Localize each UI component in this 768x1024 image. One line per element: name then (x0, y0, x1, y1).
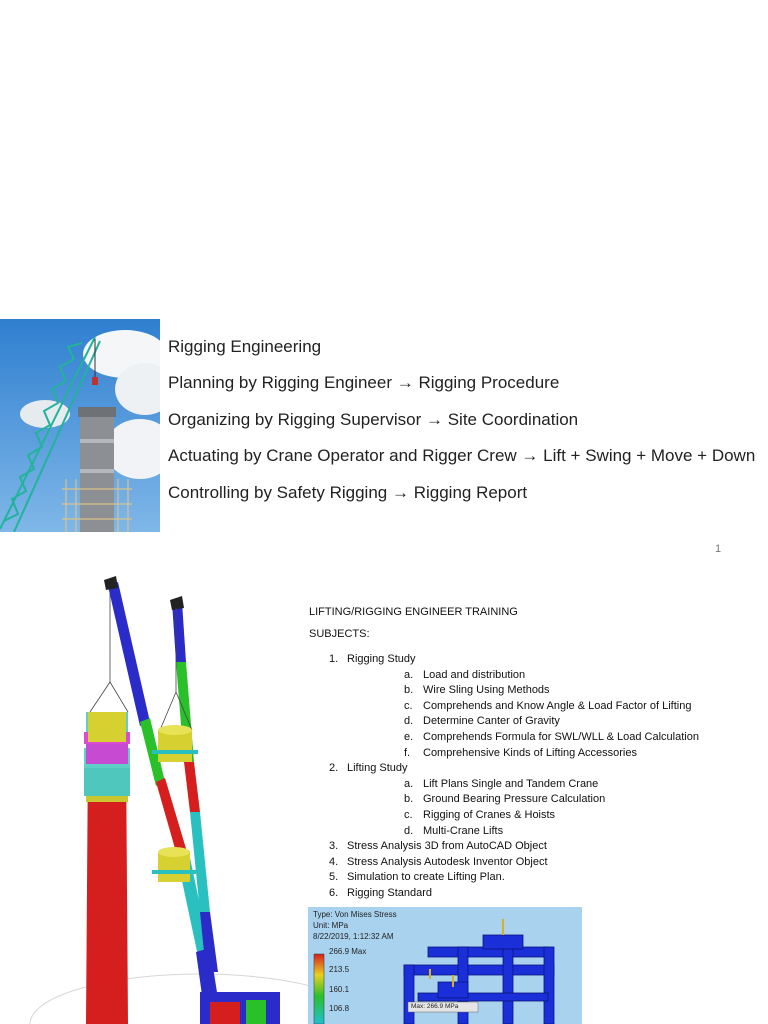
item-text: Stress Analysis Autodesk Inventor Object (347, 855, 548, 868)
sub-item (347, 668, 749, 684)
arrow-right-icon: → (391, 483, 409, 502)
stress-date: 8/22/2019, 1:12:32 AM (313, 932, 394, 941)
controlling-text: Controlling by Safety Rigging (168, 483, 388, 502)
item-text: Lifting Study (347, 762, 408, 775)
sub-list (347, 777, 749, 839)
sub-item (347, 792, 749, 808)
item-number: 6. (329, 886, 339, 899)
list-item (309, 870, 749, 886)
sub-letter: c. (404, 808, 413, 821)
training-outline (309, 606, 749, 902)
sub-text: Determine Canter of Gravity (423, 715, 560, 728)
sub-letter: c. (404, 699, 413, 712)
item-number: 2. (329, 762, 339, 775)
sub-letter: d. (404, 824, 414, 837)
legend-value: 106.8 (329, 1004, 350, 1013)
sub-text: Wire Sling Using Methods (423, 684, 550, 697)
sub-text: Lift Plans Single and Tandem Crane (423, 777, 599, 790)
actuating-text: Actuating by Crane Operator and Rigger Crew (168, 446, 517, 465)
sub-item (347, 746, 749, 762)
organizing-result: Site Coordination (447, 410, 579, 429)
sub-letter: b. (404, 793, 414, 806)
controlling-result: Rigging Report (413, 483, 528, 502)
list-item (309, 652, 749, 761)
legend-value: 160.1 (329, 985, 350, 994)
title-text: Rigging Engineering (168, 337, 322, 356)
planning-result: Rigging Procedure (418, 373, 560, 392)
actuating-result: Lift + Swing + Move + Down (543, 446, 756, 465)
sub-list (347, 668, 749, 762)
sub-text: Comprehensive Kinds of Lifting Accessories (423, 746, 637, 759)
item-number: 3. (329, 840, 339, 853)
sub-letter: b. (404, 684, 414, 697)
list-item (309, 886, 749, 902)
item-number: 4. (329, 855, 339, 868)
sub-letter: f. (404, 746, 411, 759)
planning-text: Planning by Rigging Engineer (168, 373, 392, 392)
sub-item (347, 699, 749, 715)
sub-letter: d. (404, 715, 414, 728)
max-stress-tag: Max: 266.9 MPa (411, 1003, 459, 1010)
item-number: 1. (329, 653, 339, 665)
item-text: Stress Analysis 3D from AutoCAD Object (347, 840, 547, 853)
sub-item (347, 730, 749, 746)
crane-lift-photo (0, 319, 160, 532)
sub-text: Load and distribution (423, 668, 526, 681)
sub-text: Comprehends and Know Angle & Load Factor of Lifting (423, 699, 692, 712)
sub-item (347, 714, 749, 730)
slide-title (168, 337, 321, 357)
planning-line (168, 373, 559, 393)
arrow-right-icon: → (425, 410, 443, 429)
sub-letter: e. (404, 730, 414, 743)
sub-letter: a. (404, 777, 414, 790)
page-number: 1 (715, 543, 722, 555)
stress-type: Type: Von Mises Stress (313, 910, 397, 919)
item-number: 5. (329, 871, 339, 884)
organizing-text: Organizing by Rigging Supervisor (168, 410, 422, 429)
subject-list (309, 652, 749, 902)
sub-text: Multi-Crane Lifts (423, 824, 504, 837)
sub-text: Ground Bearing Pressure Calculation (423, 793, 606, 806)
sub-text: Rigging of Cranes & Hoists (423, 808, 556, 821)
stress-analysis-image (308, 907, 582, 1024)
list-item (309, 839, 749, 855)
legend-max: 266.9 Max (329, 947, 367, 956)
organizing-line (168, 410, 578, 430)
sub-item (347, 777, 749, 793)
legend-value: 213.5 (329, 965, 350, 974)
crane-3d-model (0, 572, 312, 1024)
actuating-line (168, 446, 755, 466)
sub-letter: a. (404, 668, 414, 681)
controlling-line (168, 483, 527, 503)
sub-item (347, 824, 749, 840)
list-item (309, 761, 749, 839)
arrow-right-icon: → (521, 446, 539, 465)
item-text: Rigging Study (347, 653, 416, 665)
sub-item (347, 683, 749, 699)
stress-unit: Unit: MPa (313, 921, 349, 930)
subjects-label: SUBJECTS: (309, 628, 370, 640)
training-title: LIFTING/RIGGING ENGINEER TRAINING (309, 606, 518, 618)
sub-text: Comprehends Formula for SWL/WLL & Load Calculation (423, 730, 699, 743)
arrow-right-icon: → (396, 373, 414, 392)
list-item (309, 855, 749, 871)
sub-item (347, 808, 749, 824)
item-text: Simulation to create Lifting Plan. (347, 871, 505, 884)
item-text: Rigging Standard (347, 886, 433, 899)
